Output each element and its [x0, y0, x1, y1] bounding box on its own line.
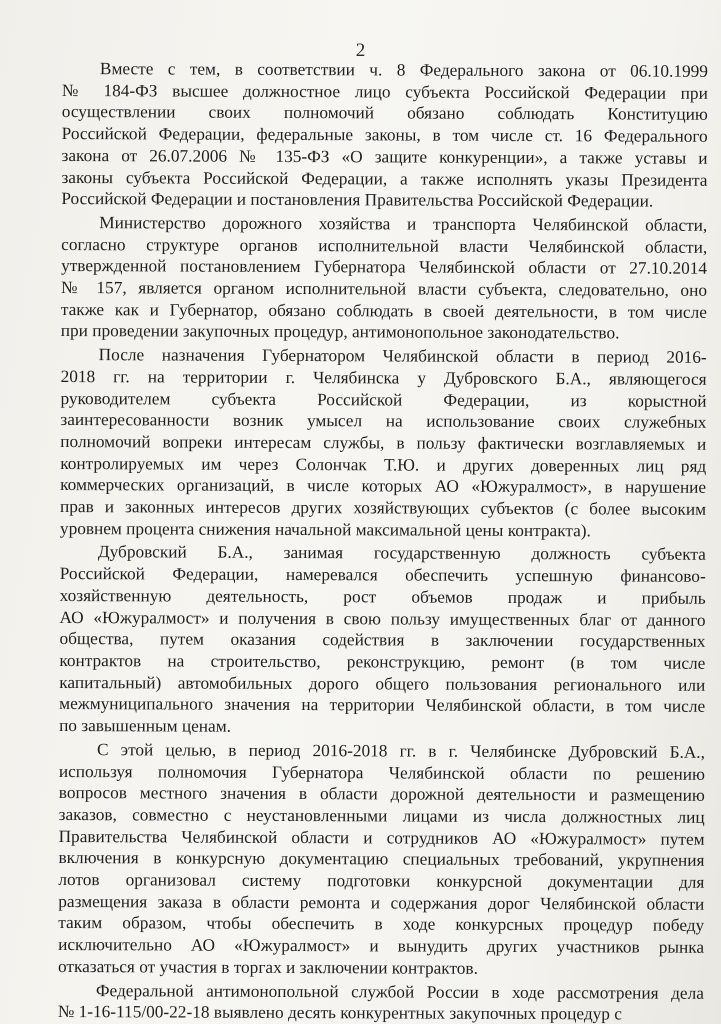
paragraph	[58, 739, 705, 981]
text-line: После назначения Губернатором Челябинской области в период 2016-	[98, 345, 707, 367]
paragraph	[60, 344, 707, 542]
text-line: коммерческих организаций, в числе которых АО «Южуралмост», в нарушение	[60, 475, 707, 498]
text-line: размещения заказа в области ремонта и содержания дорог Челябинской области	[58, 891, 705, 914]
text-line: № 1-16-115/00-22-18 выявлено десять конкурентных закупочных процедур с	[57, 1002, 622, 1024]
text-line: общества, путем оказания содействия в заключении государственных	[59, 629, 706, 652]
text-line: лотов организовал систему подготовки конкурсной документации для	[58, 870, 705, 892]
text-line: заинтересованности возник умысел на использование своих служебных	[60, 410, 707, 433]
text-line: Вместе с тем, в соответствии ч. 8 Федерального закона от 06.10.1999	[99, 59, 708, 81]
paragraph	[59, 541, 706, 739]
text-line: Российской Федерации и постановления Правительства Российской Федерации.	[61, 189, 654, 211]
text-line: закона от 26.07.2006 № 135-ФЗ «О защите конкуренции», а также уставы и	[61, 145, 708, 168]
text-line: используя полномочия Губернатора Челябинской области по решению	[58, 761, 705, 784]
text-line: законы субъекта Российской Федерации, а также исполнять указы Президента	[61, 167, 708, 190]
text-line: по завышенным ценам.	[59, 716, 232, 736]
text-line: исключительно АО «Южуралмост» и вынудить других участников рынка	[58, 935, 705, 957]
text-line: утвержденной постановлением Губернатора Челябинской области от 27.10.2014	[61, 256, 708, 279]
text-line: уровнем процента снижения начальной максимальной цены контракта).	[59, 518, 591, 541]
paragraph	[61, 212, 708, 345]
text-line: 2018 гг. на территории г. Челябинска у Дубровского Б.А., являющегося	[60, 366, 707, 389]
paragraph	[61, 58, 708, 213]
text-line: включения в конкурсную документацию специальных требований, укрупнения	[58, 848, 705, 871]
text-line: межмуниципального значения на территории Челябинской области, в том числе	[59, 694, 706, 717]
text-line: АО «Южуралмост» и получения в свою пользу имущественных благ от данного	[59, 607, 706, 630]
text-line: С этой целью, в период 2016-2018 гг. в г. Челябинске Дубровский Б.А.,	[96, 739, 706, 762]
text-line: вопросов местного значения в области дорожной деятельности и размещению	[58, 783, 705, 806]
text-line: контролируемых им через Солончак Т.Ю. и других доверенных лиц ряд	[60, 453, 707, 476]
text-line: прав и законных интересов других хозяйствующих субъектов (с более высоким	[60, 497, 707, 519]
page-number: 2	[355, 40, 366, 61]
text-line: Российской Федерации, федеральные законы, в том числе ст. 16 Федерального	[61, 124, 708, 146]
text-line: при проведении закупочных процедур, антимонопольное законодательство.	[60, 321, 620, 343]
text-line: осуществлении своих полномочий обязано соблюдать Конституцию	[61, 102, 708, 125]
text-line: Федеральной антимонопольной службой России в ходе рассмотрения дела	[95, 980, 704, 1003]
paragraph	[58, 980, 704, 1024]
text-line: полномочий вопреки интересам службы, в пользу фактически возглавляемых и	[60, 431, 707, 454]
text-line: таким образом, чтобы обеспечить в ходе конкурсных процедур победу	[58, 913, 705, 936]
text-line: хозяйственную деятельность, рост объемов продаж и прибыль	[59, 585, 706, 608]
document-body	[58, 58, 708, 1024]
text-line: контрактов на строительство, реконструкцию, ремонт (в том числе	[59, 650, 706, 673]
text-line: отказаться от участия в торгах и заключении контрактов.	[57, 956, 478, 978]
text-line: Правительства Челябинской области и сотрудников АО «Южуралмост» путем	[58, 826, 705, 849]
text-line: Министерство дорожного хозяйства и транспорта Челябинской области,	[99, 213, 708, 235]
text-line: руководителем субъекта Российской Федерации, из корыстной	[60, 388, 707, 411]
text-line: заказов, совместно с неустановленными лицами из числа должностных лиц	[58, 804, 705, 827]
text-line: № 157, является органом исполнительной власти субъекта, следовательно, оно	[60, 278, 708, 300]
text-line: Российской Федерации, намеревался обеспечить успешную финансово-	[59, 564, 706, 586]
text-line: капитальный) автомобильных дорого общего пользования регионального или	[59, 672, 706, 695]
text-line: № 184-ФЗ высшее должностное лицо субъекта Российской Федерации при	[61, 80, 708, 103]
text-line: также как и Губернатор, обязано соблюдать в своей деятельности, в том числе	[60, 299, 707, 322]
text-line: согласно структуре органов исполнительной власти Челябинской области,	[61, 234, 708, 257]
text-line: Дубровский Б.А., занимая государственную должность субъекта	[97, 542, 706, 565]
